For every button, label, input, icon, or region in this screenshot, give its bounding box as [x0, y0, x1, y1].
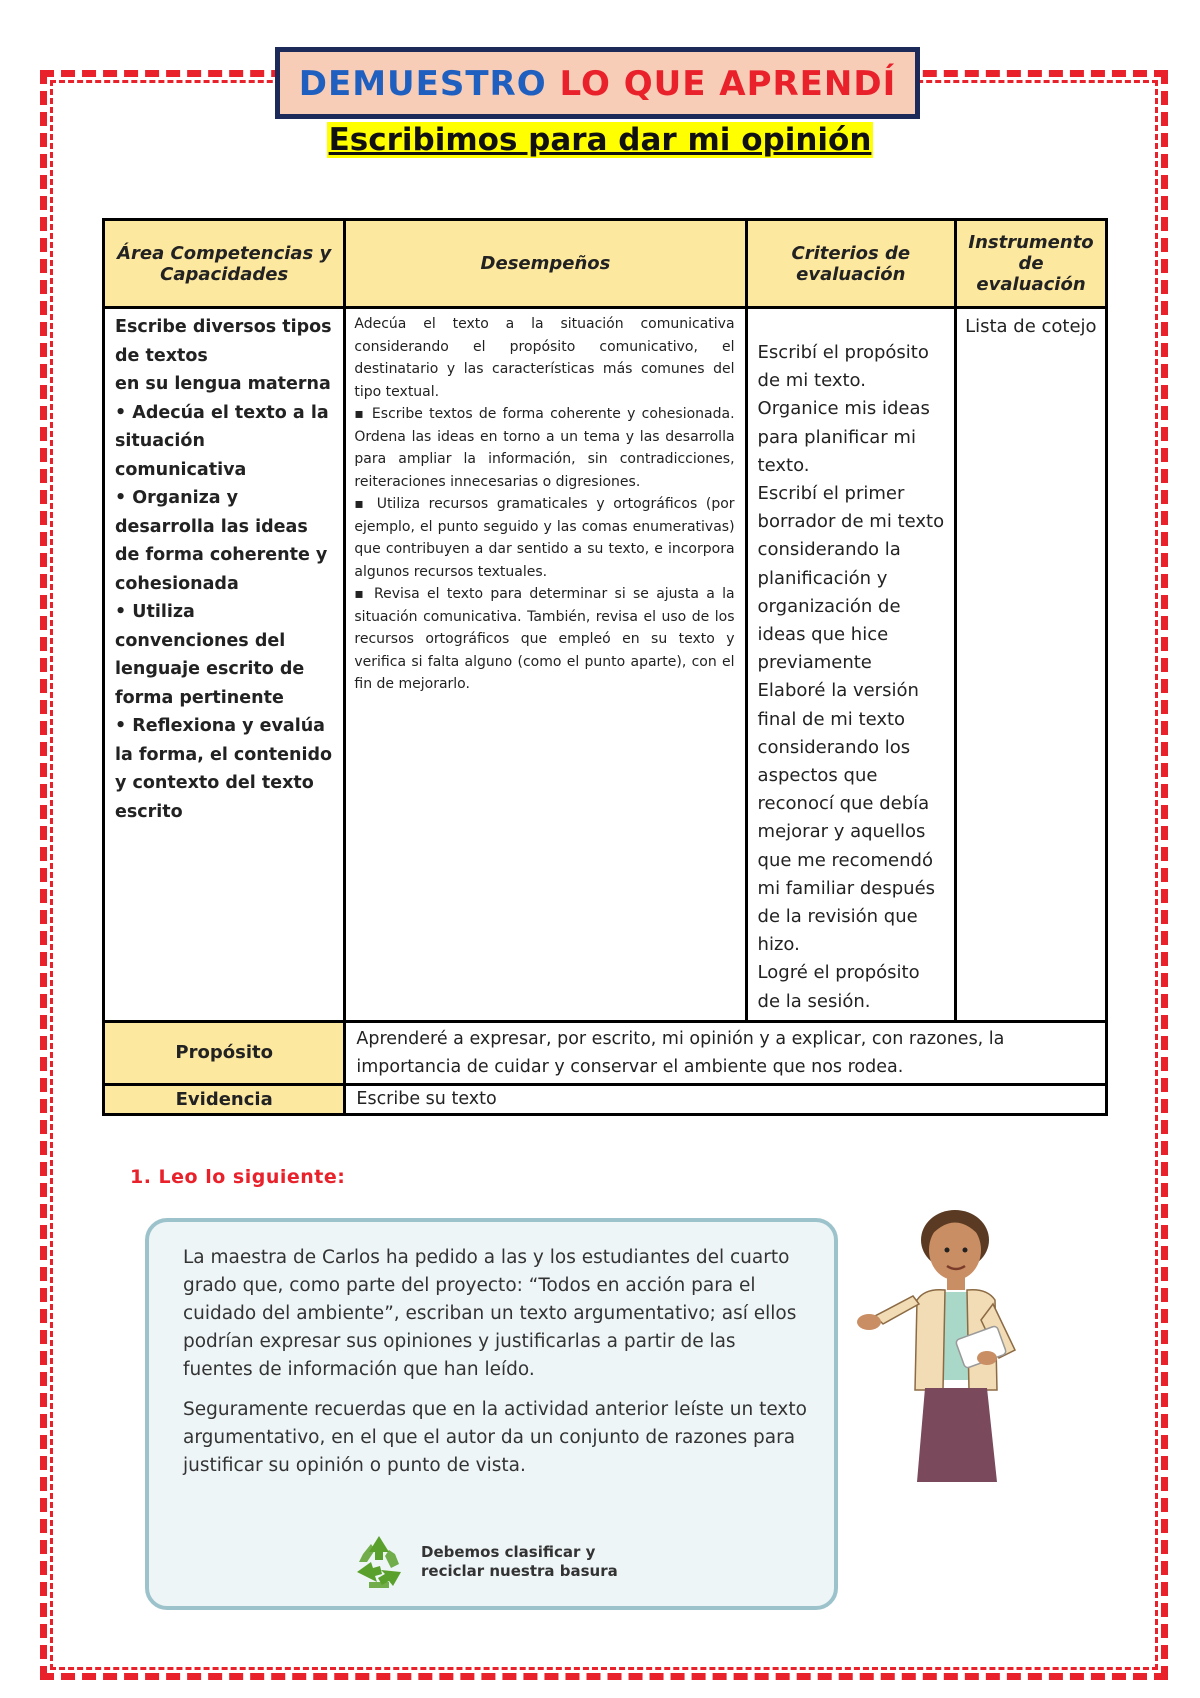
criterio-item: Organice mis ideas para planificar mi texto. — [757, 398, 930, 476]
recycle-text: Debemos clasificar y reciclar nuestra basura — [421, 1543, 618, 1580]
desempeno-item: ▪ Escribe textos de forma coherente y cohesionada. Ordena las ideas en torno a un tema y las desarrolla para ampliar la información, sin contradicciones, reiteraciones innecesarias o digresiones. — [354, 406, 735, 490]
competencia-item: Escribe diversos tipos de textos — [115, 317, 332, 366]
teacher-illustration — [855, 1200, 1045, 1500]
evaluation-table — [102, 218, 1108, 1116]
reading-box — [145, 1218, 838, 1610]
desempeno-item: Adecúa el texto a la situación comunicativa considerando el propósito comunicativo, el destinatario y las características más comunes del tipo textual. — [354, 316, 735, 400]
competencia-item: • Organiza y desarrolla las ideas de forma coherente y cohesionada — [115, 488, 328, 594]
table-header-row — [104, 220, 1107, 308]
competencia-item: • Adecúa el texto a la situación comunicativa — [115, 402, 329, 480]
title-banner — [275, 47, 920, 119]
header-desempenos: Desempeños — [345, 220, 746, 308]
proposito-text: Aprenderé a expresar, por escrito, mi opinión y a explicar, con razones, la importancia de cuidar y conservar el ambiente que nos rodea. — [345, 1021, 1107, 1084]
recycle-icon — [349, 1532, 409, 1592]
evidencia-row — [104, 1084, 1107, 1114]
proposito-row — [104, 1021, 1107, 1084]
evidencia-label: Evidencia — [104, 1084, 345, 1114]
section-title: 1. Leo lo siguiente: — [130, 1166, 346, 1188]
banner-title — [280, 52, 915, 106]
desempeno-item: ▪ Utiliza recursos gramaticales y ortográficos (por ejemplo, el punto seguido y las comas enumerativas) que contribuyen a dar sentido a su texto, e incorpora algunos recursos textuales. — [354, 496, 735, 580]
table-content-row — [104, 308, 1107, 1022]
banner-title-part1: DEMUESTRO — [298, 64, 547, 104]
competencia-item: • Utiliza convenciones del lenguaje escrito de forma pertinente — [115, 602, 305, 708]
competencias-cell — [104, 308, 345, 1022]
recycle-note — [349, 1532, 651, 1592]
criterios-cell — [746, 308, 956, 1022]
banner-title-part2: LO QUE APRENDÍ — [559, 64, 897, 104]
reading-paragraph: La maestra de Carlos ha pedido a las y los estudiantes del cuarto grado que, como parte del proyecto: “Todos en acción para el cuidado del ambiente”, escriban un texto argumentativo; así ellos podrían expresar sus opiniones y justificarlas a partir de las fuentes de información que han leído. — [183, 1247, 797, 1380]
header-criterios: Criterios de evaluación — [746, 220, 956, 308]
criterio-item: Escribí el propósito de mi texto. — [757, 342, 929, 392]
reading-paragraph: Seguramente recuerdas que en la actividad anterior leíste un texto argumentativo, en el que el autor da un conjunto de razones para justificar su opinión o punto de vista. — [183, 1399, 807, 1476]
instrumento-cell: Lista de cotejo — [956, 308, 1107, 1022]
desempeno-item: ▪ Revisa el texto para determinar si se ajusta a la situación comunicativa. También, revisa el uso de los recursos ortográficos que empleó en su texto y verifica si falta alguno (como el punto aparte), con el fin de mejorarlo. — [354, 586, 735, 692]
page-subtitle — [0, 122, 1200, 158]
subtitle-text: Escribimos para dar mi opinión — [328, 122, 872, 158]
desempenos-cell — [345, 308, 746, 1022]
competencia-item: • Reflexiona y evalúa la forma, el contenido y contexto del texto escrito — [115, 716, 333, 822]
header-area: Área Competencias y Capacidades — [104, 220, 345, 308]
criterio-item: Elaboré la versión final de mi texto considerando los aspectos que reconocí que debía mejorar y aquellos que me recomendó mi familiar después de la revisión que hizo. — [757, 680, 936, 956]
proposito-label: Propósito — [104, 1021, 345, 1084]
evidencia-text: Escribe su texto — [345, 1084, 1107, 1114]
criterio-item: Logré el propósito de la sesión. — [757, 962, 920, 1012]
header-instrumento: Instrumento de evaluación — [956, 220, 1107, 308]
criterio-item: Escribí el primer borrador de mi texto considerando la planificación y organización de ideas que hice previamente — [757, 483, 945, 674]
competencia-item: en su lengua materna — [115, 374, 331, 394]
